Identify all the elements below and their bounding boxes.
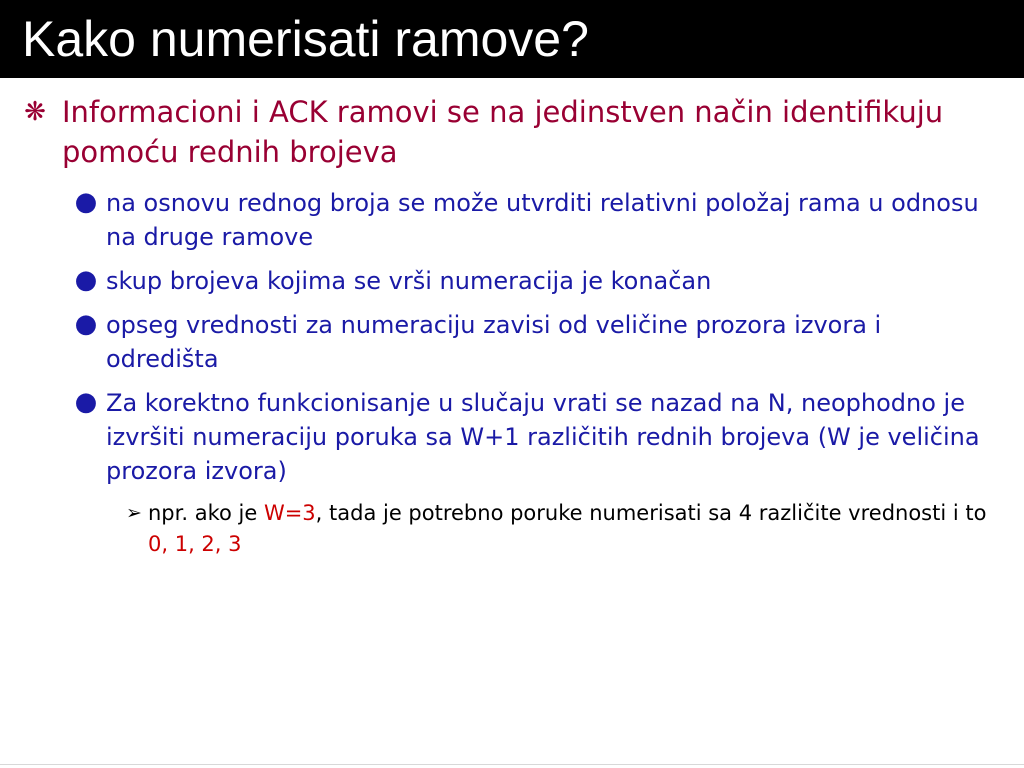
bullet-level2-item — [74, 386, 986, 488]
slide-content — [0, 92, 1024, 560]
bottom-divider — [0, 764, 1024, 765]
highlight-window-size: W=3 — [263, 501, 316, 525]
dot-bullet-icon: ● — [74, 309, 98, 339]
bullet-level2-item — [74, 186, 986, 254]
bullet-level2-text: Za korektno funkcionisanje u slučaju vrati se nazad na N, neophodno je izvršiti numeraciju poruka sa W+1 različitih rednih brojeva (W je veličina prozora izvora) — [106, 389, 980, 485]
bullet-level2-item — [74, 264, 986, 298]
bullet-level2-text: opseg vrednosti za numeraciju zavisi od veličine prozora izvora i odredišta — [106, 311, 882, 373]
bullet-level3-text-before: npr. ako je — [148, 501, 264, 525]
arrow-bullet-icon: ➢ — [126, 502, 142, 524]
dot-bullet-icon: ● — [74, 387, 98, 417]
dot-bullet-icon: ● — [74, 187, 98, 217]
bullet-level2-text: skup brojeva kojima se vrši numeracija je konačan — [106, 267, 712, 295]
dot-bullet-icon: ● — [74, 265, 98, 295]
bullet-level3-item — [126, 498, 998, 560]
highlight-sequence-values: 0, 1, 2, 3 — [148, 532, 242, 556]
bullet-level2-item — [74, 308, 986, 376]
bullet-level3-text-middle: , tada je potrebno poruke numerisati sa 4 različite vrednosti i to — [315, 501, 987, 525]
title-bar — [0, 0, 1024, 78]
bullet-level1 — [24, 92, 962, 172]
slide-title: Kako numerisati ramove? — [22, 11, 589, 67]
bullet-level2-text: na osnovu rednog broja se može utvrditi relativni položaj rama u odnosu na druge ramove — [106, 189, 979, 251]
bullet-level1-text: Informacioni i ACK ramovi se na jedinstven način identifikuju pomoću rednih brojeva — [62, 95, 944, 169]
asterisk-bullet-icon: ❋ — [24, 97, 46, 127]
